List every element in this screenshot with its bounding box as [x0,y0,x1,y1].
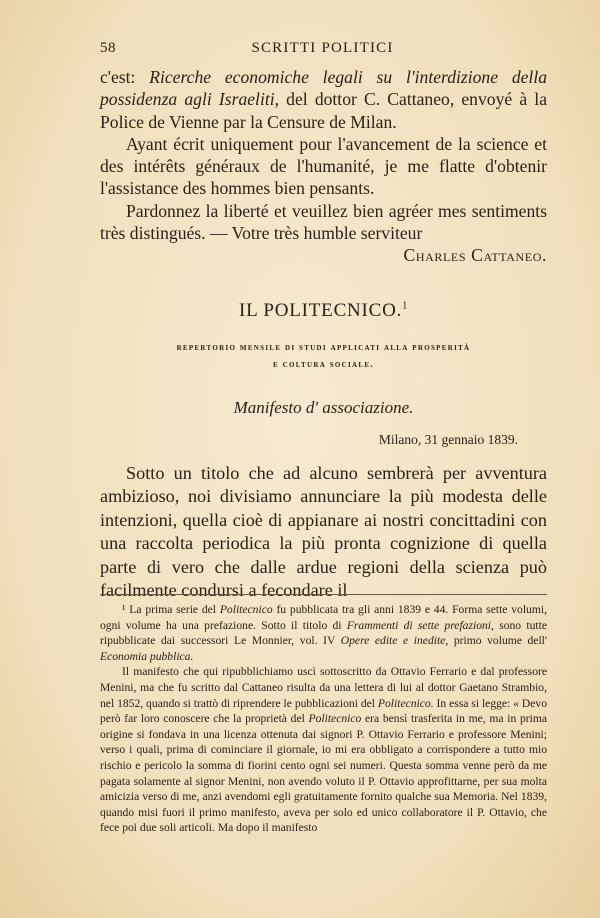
dateline: Milano, 31 gennaio 1839. [378,432,518,447]
letter-signature: Charles Cattaneo. [403,245,547,266]
manifesto-heading: Manifesto d' associazione. [233,398,414,417]
letter-paragraph-1: c'est: Ricerche economiche legali su l'interdizione della possidenza agli Israeliti, del dottor C. Cattaneo, envoyé à la Police de Vienne par la Censure de Milan. [100,67,548,132]
manifesto-body: Sotto un titolo che ad alcuno sembrerà per avventura ambizioso, noi divisiamo annunciare la più modesta delle intenzioni, quella cioè di appianare ai nostri concittadini con una raccolta periodica la più pronta cognizione di quella parte di vero che dalle ardue regioni della scienza può facilmente condursi a fecondare il [100,463,547,601]
footnote-1: ¹ La prima serie del Politecnico fu pubblicata tra gli anni 1839 e 44. Forma sette volumi, ogni volume ha una prefazione. Sotto il titolo di Frammenti di sette prefazioni, sono tutte ripubblicate dai successori Le Monnier, vol. IV Opere edite e inedite, primo volume dell' Economia pubblica. [100,603,547,663]
footnote-rule [100,594,547,595]
article-subtitle: repertorio mensile di studi applicati alla prosperità e coltura sociale. [176,343,471,370]
running-title: SCRITTI POLITICI [251,40,394,56]
footnote-2: Il manifesto che qui ripubblichiamo uscì sottoscritto da Ottavio Ferrario e dal professore Menini, ma che fu scritto dal Cattaneo risulta da una lettera di lui al dottor Gaetano Strambio, nel 1852, quando si trattò di riprendere le pubblicazioni del Politecnico. In essa si legge: « Devo però far loro conoscere che la proprietà del Politecnico era bensì trasferita in me, ma in prima origine si fondava in una licenza ottenuta dai signori P. Ottavio Ferrario e professore Menini; verso i quali, prima di cominciare il giornale, io mi era obbligato a corrispondere a tutto mio rischio e pericolo la somma di fiorini cento ogni sei numeri. Questa somma venne però da me pagata solamente al signor Menini, non avendo voluto il P. Ottavio approfittarne, per sua molta amicizia verso di me, anzi avendomi egli gratuitamente fornito qualche sua Memoria. Nel 1839, quando misi fuori il primo manifesto, aveva per solo ed unico collaboratore il P. Ottavio, che fece poi due soli articoli. Ma dopo il manifesto [100,665,547,835]
letter-ending [100,66,547,267]
footnotes [100,602,547,836]
footnote-marker: 1 [402,300,409,312]
letter-paragraph-2: Ayant écrit uniquement pour l'avancement de la science et des intérêts généraux de l'humanité, je me flatte d'obtenir l'assistance des hommes bien pensants. [100,133,547,199]
page-number: 58 [100,40,116,56]
letter-paragraph-3: Pardonnez la liberté et veuillez bien agréer mes sentiments très distingués. — Votre très humble serviteur [100,200,547,244]
article-title: IL POLITECNICO.$^1$ [238,300,409,321]
